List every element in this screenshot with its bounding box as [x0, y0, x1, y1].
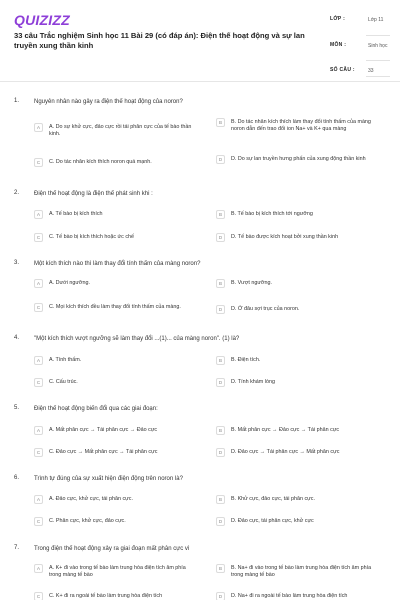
worksheet-header — [0, 0, 400, 82]
option-letter-box: A — [34, 123, 43, 132]
meta-divider — [366, 35, 390, 36]
question-text: Nguyên nhân nào gây ra điện thế hoạt động của noron? — [34, 99, 183, 105]
option-letter-box: B — [216, 118, 225, 127]
option-letter-box: A — [34, 279, 43, 288]
option-letter-box: D — [216, 233, 225, 242]
meta-divider — [366, 76, 390, 77]
option-text: A. Mất phân cực → Tái phân cực → Đảo cực — [49, 427, 158, 433]
option-letter-box: A — [34, 356, 43, 365]
meta-value-count: 33 — [368, 68, 374, 74]
option-letter-box: C — [34, 303, 43, 312]
question-number: 5. — [14, 405, 20, 411]
option-letter-box: B — [216, 356, 225, 365]
meta-label-subject: MÔN : — [330, 42, 347, 48]
question-text: Trong điện thế hoạt động xảy ra giai đoạn mất phân cực vì — [34, 546, 190, 552]
option-letter-box: C — [34, 592, 43, 600]
question-text: "Một kích thích vượt ngưỡng sẽ làm thay đổi ...(1)... của màng noron". (1) là? — [34, 336, 240, 342]
worksheet-title: 33 câu Trắc nghiệm Sinh học 11 Bài 29 (có đáp án): Điện thế hoạt động và sự lan truyền xung thần kinh — [14, 31, 305, 50]
option-letter-box: A — [34, 564, 43, 573]
option-letter-box: B — [216, 279, 225, 288]
question-number: 6. — [14, 475, 20, 481]
question-number: 1. — [14, 98, 20, 104]
option-letter-box: D — [216, 155, 225, 164]
option-text: B. Na+ đi vào trong tế bào làm trung hòa điện tích âm phía trong màng tế bào — [231, 565, 372, 578]
option-letter-box: D — [216, 378, 225, 387]
meta-label-count: SỐ CÂU : — [330, 67, 355, 73]
option-text: D. Tính khám lòng — [231, 379, 275, 385]
option-letter-box: C — [34, 233, 43, 242]
meta-value-subject: Sinh học — [368, 43, 388, 49]
option-text: A. Đảo cực, khử cực, tái phân cực. — [49, 496, 133, 502]
question-text: Một kích thích nào thì làm thay đổi tính thấm của màng noron? — [34, 261, 201, 267]
option-text: C. Cấu trúc. — [49, 379, 78, 385]
question-number: 4. — [14, 335, 20, 341]
question-text: Trình tự đúng của sự xuất hiện điện động trên noron là? — [34, 476, 183, 482]
option-letter-box: B — [216, 495, 225, 504]
option-letter-box: A — [34, 426, 43, 435]
option-text: D. Do sự lan truyền hưng phấn của xung động thần kinh — [231, 156, 366, 162]
option-text: A. Dưới ngưỡng. — [49, 280, 90, 286]
option-text: D. Ở đâu sợi trục của noron. — [231, 306, 300, 312]
option-letter-box: D — [216, 517, 225, 526]
option-letter-box: B — [216, 564, 225, 573]
option-text: C. Tế bào bị kích thích hoặc ức chế — [49, 234, 135, 240]
option-text: B. Mất phân cực → Đảo cực → Tái phân cực — [231, 427, 340, 433]
option-text: C. K+ đi ra ngoài tế bào làm trung hòa điện tích — [49, 593, 163, 599]
question-number: 2. — [14, 190, 20, 196]
option-text: A. Do sự khử cực, đảo cực rồi tái phân cực của tế bào thần kinh. — [49, 124, 192, 137]
option-text: C. Do tác nhân kích thích noron quá mạnh. — [49, 159, 152, 165]
meta-divider — [366, 60, 390, 61]
option-letter-box: D — [216, 305, 225, 314]
option-letter-box: B — [216, 426, 225, 435]
option-text: A. Tế bào bị kích thích — [49, 211, 103, 217]
option-letter-box: C — [34, 158, 43, 167]
quizizz-logo: QUIZIZZ — [14, 12, 70, 28]
option-text: B. Vượt ngưỡng. — [231, 280, 272, 286]
meta-label-class: LỚP : — [330, 16, 346, 22]
option-letter-box: A — [34, 210, 43, 219]
option-letter-box: B — [216, 210, 225, 219]
option-text: C. Đảo cực → Mất phân cực → Tái phân cực — [49, 449, 158, 455]
option-letter-box: C — [34, 517, 43, 526]
option-text: B. Tế bào bị kích thích tới ngưỡng — [231, 211, 313, 217]
option-letter-box: C — [34, 448, 43, 457]
option-letter-box: A — [34, 495, 43, 504]
option-text: D. Đảo cực, tái phân cực, khử cực — [231, 518, 314, 524]
option-text: D. Đảo cực → Tái phân cực → Mất phân cực — [231, 449, 340, 455]
option-text: C. Phân cực, khử cực, đảo cực. — [49, 518, 126, 524]
option-letter-box: C — [34, 378, 43, 387]
option-text: D. Tế bào được kích hoạt bởi xung thần kinh — [231, 234, 339, 240]
option-text: C. Mọi kích thích đều làm thay đổi tính thấm của màng. — [49, 304, 181, 310]
option-text: B. Do tác nhân kích thích làm thay đổi tính thấm của màng noron dẫn đến trao đổi ion Na+ và K+ qua màng — [231, 119, 371, 132]
question-number: 3. — [14, 260, 20, 266]
meta-value-class: Lớp 11 — [368, 17, 384, 23]
option-text: A. Tính thấm. — [49, 357, 82, 363]
question-text: Điện thế hoạt động biến đổi qua các giai đoạn: — [34, 406, 158, 412]
option-text: A. K+ đi vào trong tế bào làm trung hòa điện tích âm phía trong màng tế bào — [49, 565, 186, 578]
option-letter-box: D — [216, 448, 225, 457]
option-text: B. Khử cực, đảo cực, tái phân cực. — [231, 496, 315, 502]
question-text: Điện thế hoạt động là điện thế phát sinh khi : — [34, 191, 153, 197]
question-number: 7. — [14, 545, 20, 551]
option-text: B. Điện tích. — [231, 357, 261, 363]
option-text: D. Na+ đi ra ngoài tế bào làm trung hòa điện tích — [231, 593, 348, 599]
option-letter-box: D — [216, 592, 225, 600]
